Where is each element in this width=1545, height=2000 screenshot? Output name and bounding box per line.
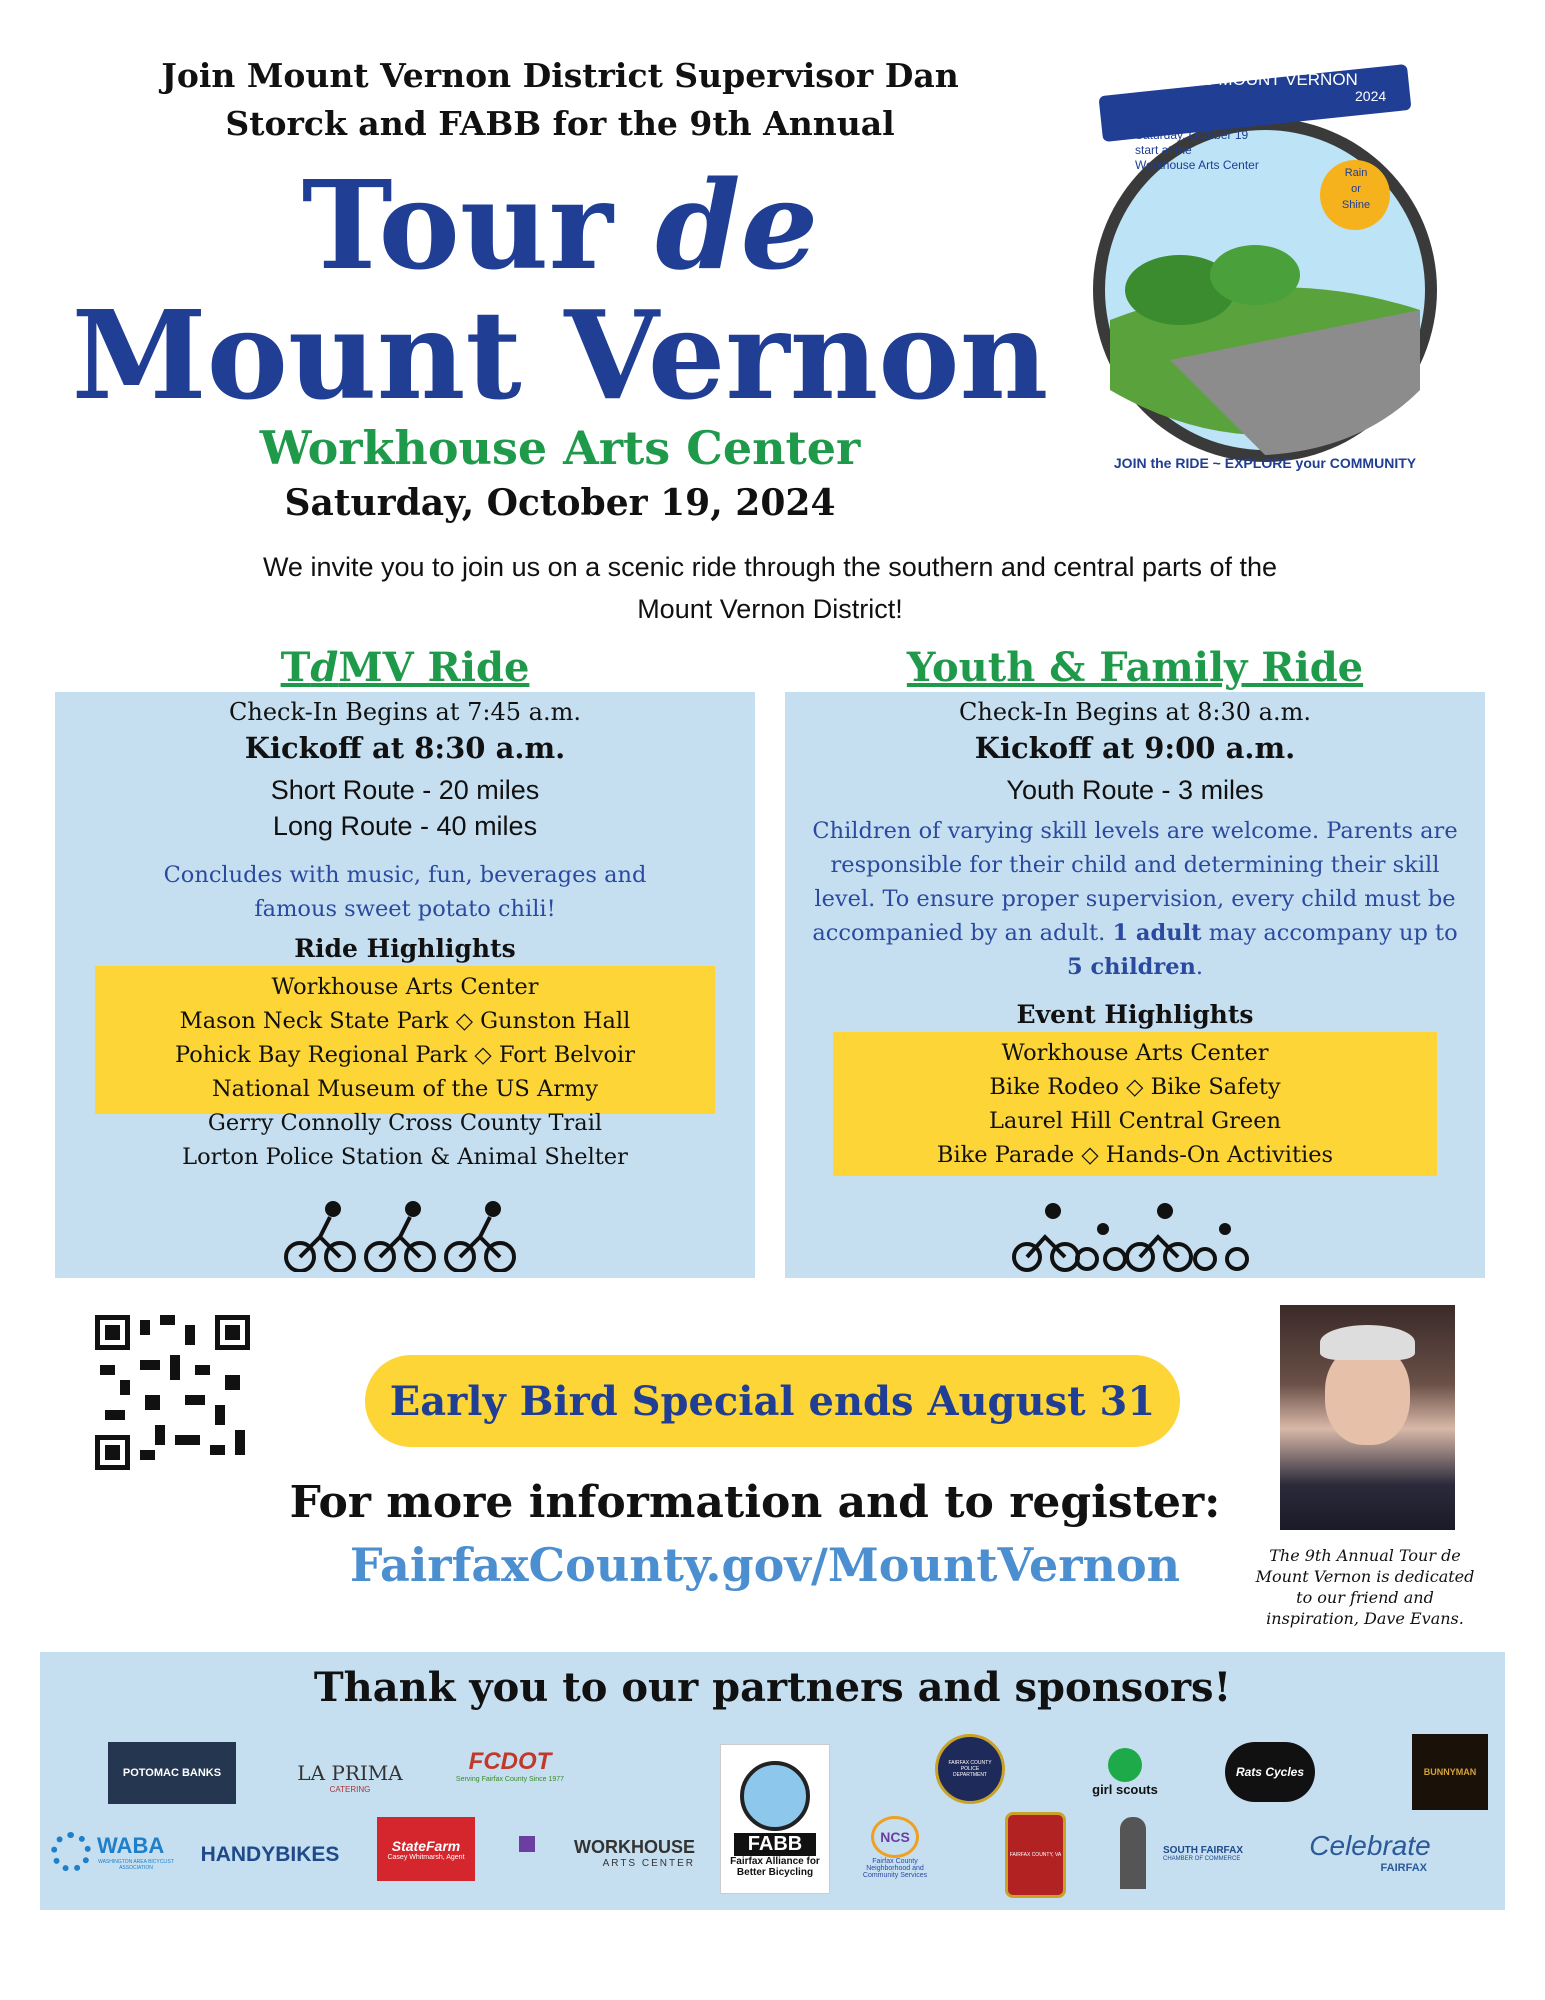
title-line-2: Mount Vernon bbox=[71, 283, 1049, 427]
intro-line-2: Mount Vernon District! bbox=[637, 594, 903, 624]
dedication bbox=[1230, 1545, 1500, 1629]
logo-text: HANDYBIKES bbox=[200, 1842, 340, 1866]
highlight-item: Laurel Hill Central Green bbox=[988, 1108, 1282, 1134]
tdmv-heading-t: T bbox=[280, 644, 311, 691]
tdmv-kickoff: Kickoff at 8:30 a.m. bbox=[244, 731, 566, 765]
ncs-logo bbox=[840, 1792, 950, 1902]
register-url[interactable]: FairfaxCounty.gov/MountVernon bbox=[349, 1538, 1181, 1592]
state-farm-logo bbox=[377, 1817, 475, 1881]
sponsors-panel bbox=[40, 1652, 1505, 1910]
dedication-line: The 9th Annual Tour de bbox=[1269, 1546, 1461, 1565]
logo-text: LA PRIMA bbox=[297, 1760, 403, 1785]
dedication-line: Mount Vernon is dedicated bbox=[1255, 1567, 1475, 1586]
highlight-item: National Museum of the US Army bbox=[211, 1076, 599, 1102]
badge-motto: JOIN the RIDE ~ EXPLORE your COMMUNITY bbox=[1113, 455, 1417, 471]
tdmv-checkin: Check-In Begins at 7:45 a.m. bbox=[229, 698, 581, 726]
fabb-logo bbox=[720, 1744, 830, 1894]
girl-scouts-logo bbox=[1080, 1737, 1170, 1807]
highlight-item: Mason Neck State Park ◇ Gunston Hall bbox=[179, 1008, 631, 1034]
tdmv-route-long: Long Route - 40 miles bbox=[272, 811, 538, 841]
early-bird-text: Early Bird Special ends August 31 bbox=[389, 1377, 1156, 1425]
dave-evans-photo bbox=[1280, 1305, 1455, 1530]
venue: Workhouse Arts Center bbox=[259, 421, 861, 475]
dedication-line: inspiration, Dave Evans. bbox=[1266, 1609, 1464, 1628]
tdmv-desc bbox=[55, 858, 755, 926]
wheel-icon bbox=[740, 1761, 810, 1831]
badge-sun-line: or bbox=[1351, 183, 1361, 195]
sponsors-heading: Thank you to our partners and sponsors! bbox=[313, 1664, 1232, 1711]
logo-text: FAIRFAX bbox=[1380, 1862, 1427, 1874]
badge-sun-text bbox=[1328, 165, 1384, 213]
logo-text: CATERING bbox=[329, 1784, 371, 1794]
fcdot-logo bbox=[450, 1737, 570, 1793]
logo-text: Casey Whitmarsh, Agent bbox=[387, 1853, 465, 1861]
tour-badge-logo bbox=[1060, 60, 1450, 480]
south-fairfax-chamber-logo bbox=[1115, 1817, 1295, 1892]
logo-text: NCS bbox=[871, 1816, 919, 1858]
event-title bbox=[40, 153, 1080, 427]
dedication-line: to our friend and bbox=[1296, 1588, 1434, 1607]
qr-code[interactable] bbox=[95, 1315, 250, 1470]
trefoil-icon bbox=[1108, 1748, 1142, 1782]
logo-text: Fairfax County bbox=[872, 1857, 918, 1865]
cyclists-icon bbox=[275, 1197, 535, 1272]
intro-text bbox=[60, 546, 1480, 630]
logo-text: WABA bbox=[97, 1833, 165, 1858]
logo-text: WASHINGTON AREA BICYCLIST ASSOCIATION bbox=[98, 1859, 174, 1871]
logo-text: FCDOT bbox=[468, 1747, 552, 1775]
potomac-banks-logo bbox=[108, 1742, 236, 1804]
la-prima-logo bbox=[290, 1747, 410, 1807]
highlight-item: Gerry Connolly Cross County Trail bbox=[207, 1110, 603, 1136]
logo-text: girl scouts bbox=[1092, 1781, 1158, 1797]
youth-desc-line bbox=[785, 916, 1485, 950]
badge-info bbox=[1135, 128, 1259, 173]
youth-kickoff: Kickoff at 9:00 a.m. bbox=[974, 731, 1296, 765]
youth-route: Youth Route - 3 miles bbox=[1006, 775, 1264, 805]
logo-text: FABB bbox=[734, 1833, 816, 1856]
tdmv-highlights-box bbox=[95, 966, 715, 1170]
youth-desc-bold: 1 adult bbox=[1112, 920, 1202, 946]
header-line-2: Storck and FABB for the 9th Annual bbox=[225, 104, 895, 143]
logo-text: Celebrate bbox=[1309, 1830, 1431, 1861]
celebrate-fairfax-logo bbox=[1295, 1822, 1445, 1882]
logo-text: Neighborhood and bbox=[866, 1864, 924, 1872]
logo-text: FAIRFAX COUNTY POLICE DEPARTMENT bbox=[948, 1760, 992, 1778]
logo-text: ARTS CENTER bbox=[602, 1857, 695, 1869]
waba-logo bbox=[45, 1822, 175, 1882]
tdmv-desc-line: Concludes with music, fun, beverages and bbox=[163, 862, 647, 888]
highlight-item: Bike Parade ◇ Hands-On Activities bbox=[936, 1142, 1334, 1168]
clock-tower-icon bbox=[1120, 1817, 1146, 1889]
youth-desc-fragment: accompanied by an adult. bbox=[812, 920, 1106, 946]
workhouse-logo bbox=[515, 1830, 695, 1875]
youth-highlights-box bbox=[833, 1032, 1437, 1176]
youth-highlights-title: Event Highlights bbox=[1016, 1000, 1254, 1029]
intro-line-1: We invite you to join us on a scenic ride through the southern and central parts of the bbox=[262, 552, 1278, 582]
youth-checkin: Check-In Begins at 8:30 a.m. bbox=[959, 698, 1311, 726]
youth-desc-bold: 5 children bbox=[1066, 954, 1196, 980]
youth-desc-line: Children of varying skill levels are welcome. Parents are bbox=[812, 818, 1458, 844]
youth-desc-fragment: may accompany up to bbox=[1208, 920, 1458, 946]
gear-icon bbox=[51, 1832, 91, 1872]
bunnyman-logo bbox=[1412, 1734, 1488, 1810]
logo-text: BUNNYMAN bbox=[1423, 1767, 1477, 1777]
badge-year: 2024 bbox=[1355, 88, 1387, 104]
tdmv-heading-d: d bbox=[310, 644, 339, 691]
event-date: Saturday, October 19, 2024 bbox=[284, 482, 836, 524]
logo-text: Better Bicycling bbox=[736, 1866, 814, 1878]
logo-text: WORKHOUSE bbox=[574, 1836, 695, 1857]
youth-desc-line bbox=[785, 950, 1485, 984]
youth-desc-line: level. To ensure proper supervision, every child must be bbox=[814, 886, 1456, 912]
tdmv-heading bbox=[55, 640, 755, 696]
highlight-item: Pohick Bay Regional Park ◇ Fort Belvoir bbox=[175, 1042, 635, 1068]
logo-text: SOUTH FAIRFAX bbox=[1163, 1845, 1244, 1856]
badge-info-line: Workhouse Arts Center bbox=[1135, 158, 1259, 172]
badge-banner: TOUR de MOUNT VERNON bbox=[1142, 70, 1358, 89]
highlight-item: Workhouse Arts Center bbox=[1001, 1040, 1269, 1066]
family-cyclists-icon bbox=[1005, 1197, 1265, 1272]
tdmv-panel bbox=[55, 692, 755, 1278]
tdmv-route-short: Short Route - 20 miles bbox=[270, 775, 540, 805]
logo-text: Community Services bbox=[862, 1871, 928, 1879]
logo-text: Rats Cycles bbox=[1235, 1765, 1305, 1779]
workhouse-icon bbox=[519, 1836, 535, 1852]
highlight-item: Lorton Police Station & Animal Shelter bbox=[182, 1144, 628, 1170]
logo-text: Fairfax Alliance for bbox=[730, 1855, 820, 1867]
register-heading: For more information and to register: bbox=[289, 1477, 1221, 1528]
tdmv-desc-line: famous sweet potato chili! bbox=[254, 896, 556, 922]
rats-cycles-logo bbox=[1225, 1742, 1315, 1802]
tdmv-heading-rest: MV Ride bbox=[338, 644, 530, 691]
logo-text: Serving Fairfax County Since 1977 bbox=[455, 1775, 565, 1783]
badge-info-line: start at the bbox=[1135, 143, 1192, 157]
highlight-item: Bike Rodeo ◇ Bike Safety bbox=[989, 1074, 1281, 1100]
fire-rescue-logo bbox=[1005, 1812, 1066, 1898]
badge-info-line: Saturday, October 19 bbox=[1135, 128, 1249, 142]
youth-desc bbox=[785, 814, 1485, 984]
badge-sun-line: Shine bbox=[1341, 199, 1371, 211]
title-word-tour: Tour bbox=[301, 153, 613, 297]
badge-sun-line: Rain bbox=[1344, 167, 1368, 179]
title-word-de: de bbox=[655, 153, 819, 297]
logo-text: StateFarm bbox=[391, 1837, 461, 1854]
logo-text: FAIRFAX COUNTY, VA bbox=[1009, 1852, 1062, 1858]
youth-heading: Youth & Family Ride bbox=[906, 644, 1364, 691]
highlight-item: Workhouse Arts Center bbox=[271, 974, 539, 1000]
handy-bikes-logo bbox=[195, 1832, 345, 1877]
logo-text: CHAMBER OF COMMERCE bbox=[1163, 1856, 1241, 1862]
youth-panel bbox=[785, 692, 1485, 1278]
police-badge-logo bbox=[935, 1734, 1005, 1804]
youth-desc-line: responsible for their child and determining their skill bbox=[830, 852, 1440, 878]
header-line-1: Join Mount Vernon District Supervisor Dan bbox=[161, 56, 959, 95]
logo-text: POTOMAC BANKS bbox=[122, 1767, 222, 1779]
youth-desc-fragment: . bbox=[1195, 954, 1204, 980]
early-bird-pill bbox=[365, 1355, 1180, 1447]
tdmv-highlights-title: Ride Highlights bbox=[294, 934, 516, 963]
